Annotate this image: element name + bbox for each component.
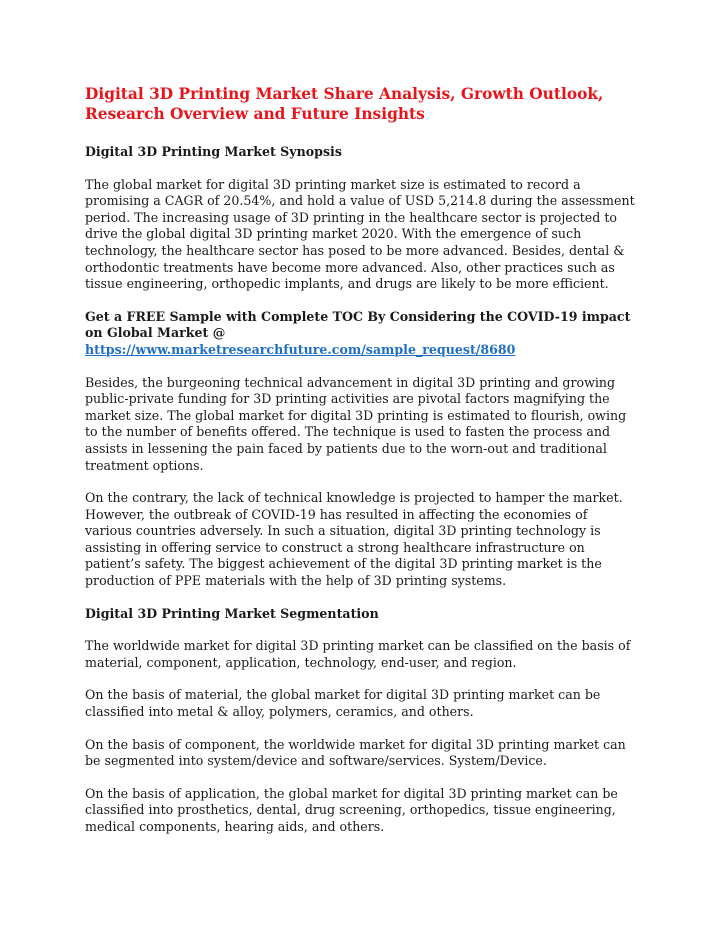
document-title: Digital 3D Printing Market Share Analysis, Growth Outlook, Research Overview and Future Insights	[85, 85, 604, 123]
segmentation-paragraph-3: On the basis of component, the worldwide market for digital 3D printing market can be segmented into system/device and software/services. System/Device.	[85, 736, 626, 769]
segmentation-paragraph-4: On the basis of application, the global market for digital 3D printing market can be classified into prosthetics, dental, drug screening, orthopedics, tissue engineering, medical components, hearing aids, and others.	[85, 785, 618, 834]
body-paragraph-2: Besides, the burgeoning technical advancement in digital 3D printing and growing public-private funding for 3D printing activities are pivotal factors magnifying the market size. The global market for digital 3D printing is estimated to flourish, owing to the number of benefits offered. The technique is used to fasten the process and assists in lessening the pain faced by patients due to the worn-out and traditional treatment options.	[85, 374, 627, 473]
body-paragraph-3: On the contrary, the lack of technical knowledge is projected to hamper the market. However, the outbreak of COVID-19 has resulted in affecting the economies of various countries adversely. In such a situation, digital 3D printing technology is assisting in offering service to construct a strong healthcare infrastructure on patient’s safety. The biggest achievement of the digital 3D printing market is the production of PPE materials with the help of 3D printing systems.	[85, 490, 623, 589]
synopsis-paragraph: The global market for digital 3D printing market size is estimated to record a promising a CAGR of 20.54%, and hold a value of USD 5,214.8 during the assessment period. The increasing usage of 3D printing in the healthcare sector is projected to drive the global digital 3D printing market 2020. With the emergence of such technology, the healthcare sector has posed to be more advanced. Besides, dental & orthodontic treatments have become more advanced. Also, other practices such as tissue engineering, orthopedic implants, and drugs are likely to be more efficient.	[85, 176, 635, 292]
sample-request-link[interactable]: https://www.marketresearchfuture.com/sample_request/8680	[85, 341, 516, 357]
segmentation-heading: Digital 3D Printing Market Segmentation	[85, 605, 379, 621]
free-sample-callout	[85, 309, 635, 359]
segmentation-paragraph-2: On the basis of material, the global market for digital 3D printing market can be classified into metal & alloy, polymers, ceramics, and others.	[85, 687, 601, 720]
free-sample-text: Get a FREE Sample with Complete TOC By Considering the COVID-19 impact on Global Market @	[85, 308, 631, 341]
document-page	[85, 84, 635, 852]
segmentation-paragraph-1: The worldwide market for digital 3D printing market can be classified on the basis of material, component, application, technology, end-user, and region.	[85, 638, 631, 670]
synopsis-heading: Digital 3D Printing Market Synopsis	[85, 144, 342, 159]
